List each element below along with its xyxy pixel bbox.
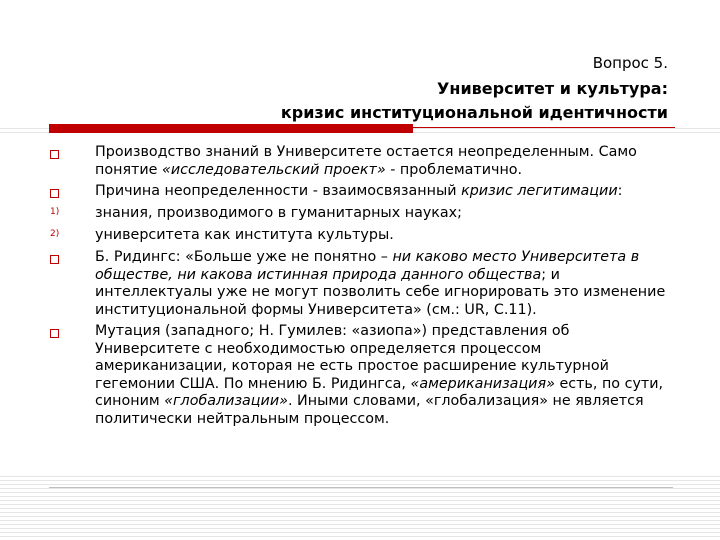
text-run: Б. Ридингс: «Больше уже не понятно –: [95, 249, 393, 265]
number-marker: [47, 227, 95, 245]
square-bullet-icon: [50, 329, 59, 338]
bullet-list: [47, 144, 672, 432]
list-number: 2): [50, 229, 60, 239]
list-item: [47, 323, 672, 428]
square-bullet-icon: [50, 150, 59, 159]
number-marker: [47, 205, 95, 223]
list-item-text: [95, 227, 672, 245]
square-bullet-icon: [47, 183, 95, 201]
italic-text: «глобализации»: [164, 393, 288, 409]
list-item-text: [95, 323, 672, 428]
list-item: [47, 227, 672, 245]
italic-text: «исследовательский проект»: [162, 161, 386, 178]
list-item-text: [95, 183, 672, 201]
text-run: Причина неопределенности - взаимосвязанный: [95, 183, 462, 199]
square-bullet-icon: [47, 144, 95, 162]
text-run: :: [617, 183, 623, 199]
content-area: [0, 136, 720, 476]
text-run: . Иными словами, «глобализация» не является политически нейтральным процессом.: [95, 393, 644, 427]
italic-text: «американизация»: [410, 375, 555, 392]
text-run: университета как института культуры.: [95, 227, 394, 243]
question-label: Вопрос 5.: [592, 54, 668, 72]
list-item: [47, 144, 672, 179]
square-bullet-icon: [50, 189, 59, 198]
list-item-text: [95, 144, 672, 179]
list-item: [47, 183, 672, 201]
square-bullet-icon: [47, 249, 95, 267]
list-item: [47, 205, 672, 223]
title-underline-accent: [49, 124, 413, 133]
title-underline-thin: [413, 127, 675, 128]
list-item: [47, 249, 672, 319]
text-run: Производство знаний в Университете остается неопределенным. Само понятие: [95, 144, 637, 178]
list-item-text: [95, 249, 672, 319]
list-number: 1): [50, 207, 60, 217]
footer-divider: [49, 487, 673, 488]
text-run: ; и интеллектуалы уже не могут позволить себе игнорировать это изменение институциональной формы Университета» (см.: UR, C.11).: [95, 266, 666, 318]
slide-title-line-2: кризис институциональной идентичности: [280, 103, 668, 122]
square-bullet-icon: [47, 323, 95, 341]
title-block: [281, 52, 668, 125]
slide-title-line-1: Университет и культура:: [437, 79, 668, 98]
list-item-text: [95, 205, 672, 223]
text-run: Мутация (западного; Н. Гумилев: «азиопа») представления об Университете с необходимостью определяется процессом американизации, которая не есть простое расширение культурной гегемонии США. По мнению Б. Ридингса,: [95, 323, 609, 392]
text-run: есть, по сути, синоним: [95, 375, 664, 409]
italic-text: кризис легитимации: [461, 183, 618, 199]
text-run: знания, производимого в гуманитарных науках;: [95, 205, 462, 221]
text-run: - проблематично.: [385, 161, 523, 178]
square-bullet-icon: [50, 255, 59, 264]
italic-text: ни каково место Университета в обществе, ни какова истинная природа данного общества: [95, 249, 640, 283]
